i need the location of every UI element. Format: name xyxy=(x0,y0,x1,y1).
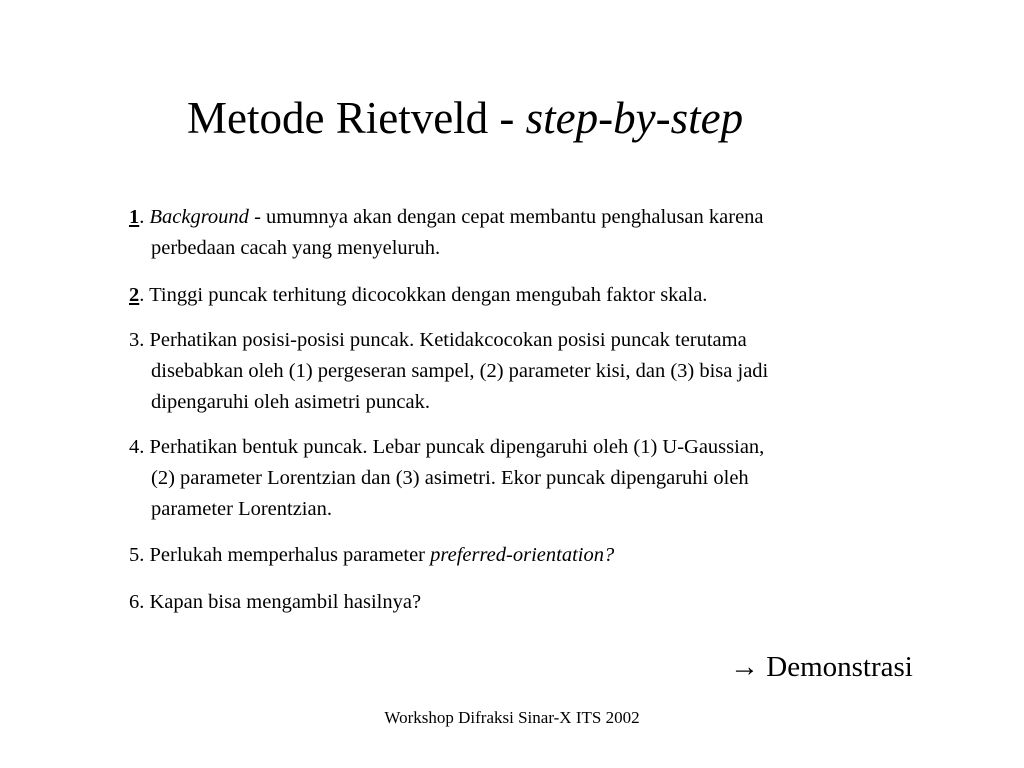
item-separator: . xyxy=(139,206,150,228)
demonstration-label: Demonstrasi xyxy=(759,651,913,683)
item-number: 2 xyxy=(129,284,140,306)
list-item-4 xyxy=(129,432,949,525)
list-item-3-line-2: disebabkan oleh (1) pergeseran sampel, (2) parameter kisi, dan (3) bisa jadi xyxy=(151,360,769,382)
item-italic-term: preferred-orientation? xyxy=(430,544,615,566)
title-main: Metode Rietveld - xyxy=(187,93,526,143)
list-item-2 xyxy=(129,280,949,311)
list-item-3 xyxy=(129,325,949,418)
item-text: 5. Perlukah memperhalus parameter xyxy=(129,544,431,566)
list-item-6-line-1: 6. Kapan bisa mengambil hasilnya? xyxy=(129,591,422,613)
slide-footer: Workshop Difraksi Sinar-X ITS 2002 xyxy=(384,708,640,727)
title-italic: step-by-step xyxy=(525,93,744,143)
list-item-1-line-1 xyxy=(129,202,949,233)
item-text: . Tinggi puncak terhitung dicocokkan dengan mengubah faktor skala. xyxy=(139,284,708,306)
list-item-4-line-1: 4. Perhatikan bentuk puncak. Lebar puncak dipengaruhi oleh (1) U-Gaussian, xyxy=(129,436,765,458)
list-item-3-line-1: 3. Perhatikan posisi-posisi puncak. Ketidakcocokan posisi puncak terutama xyxy=(129,329,747,351)
list-item-3-line-3: dipengaruhi oleh asimetri puncak. xyxy=(151,391,430,413)
list-item-1-line-2: perbedaan cacah yang menyeluruh. xyxy=(151,237,441,259)
arrow-right-icon: → xyxy=(730,651,759,683)
item-term: Background xyxy=(149,206,249,228)
list-item-5 xyxy=(129,540,949,571)
item-number: 1 xyxy=(129,206,140,228)
list-item-2-line-1 xyxy=(129,280,949,311)
list-item-1 xyxy=(129,202,949,264)
item-text: - umumnya akan dengan cepat membantu penghalusan karena xyxy=(248,206,764,228)
list-item-4-line-3: parameter Lorentzian. xyxy=(151,498,332,520)
list-item-6 xyxy=(129,587,949,618)
list-item-4-line-2: (2) parameter Lorentzian dan (3) asimetri. Ekor puncak dipengaruhi oleh xyxy=(151,467,749,489)
demonstration-link xyxy=(730,648,913,686)
list-item-5-line-1 xyxy=(129,540,949,571)
slide-title xyxy=(187,90,743,146)
